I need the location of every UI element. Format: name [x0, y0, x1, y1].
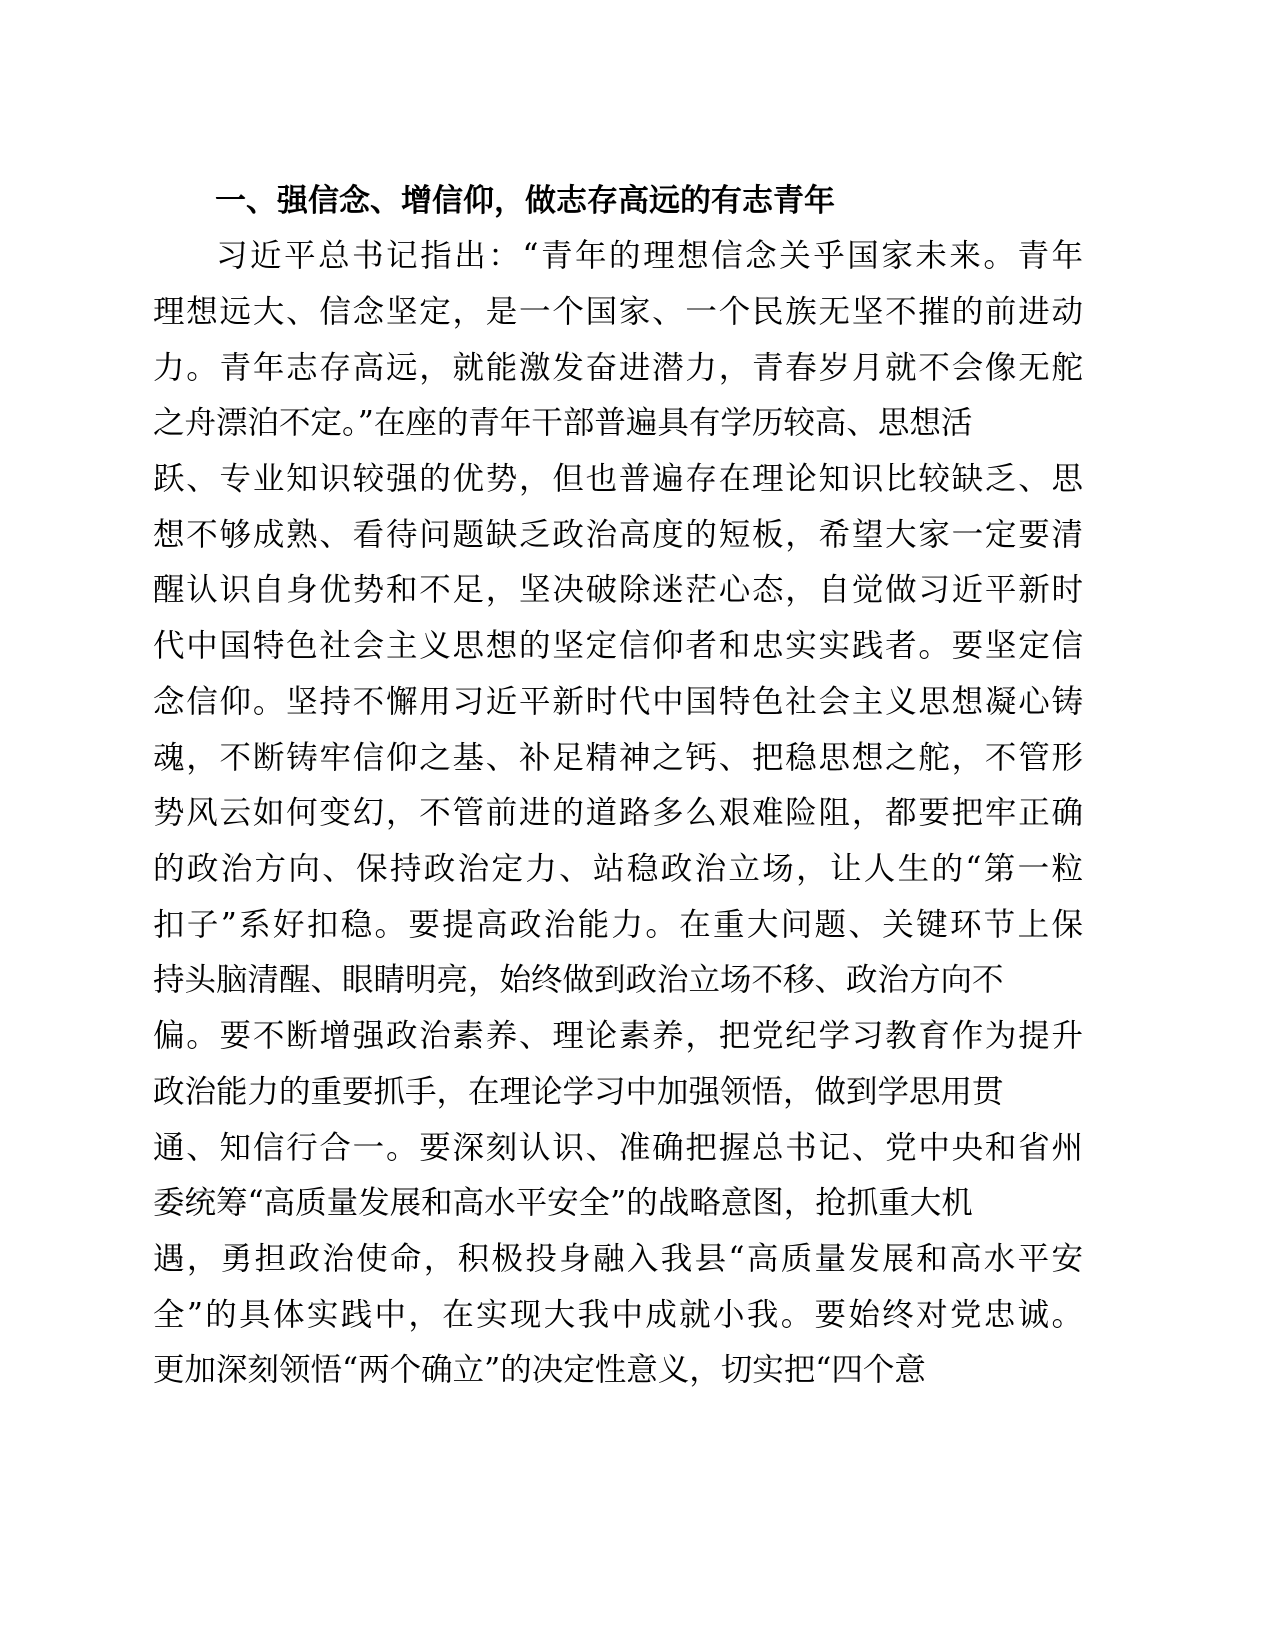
- paragraph-line: 力。青年志存高远，就能激发奋进潜力，青春岁月就不会像无舵: [153, 350, 1083, 386]
- paragraph-line: 之舟漂泊不定。”在座的青年干部普遍具有学历较高、思想活: [153, 405, 973, 441]
- paragraph-line: 更加深刻领悟“两个确立”的决定性意义，切实把“四个意: [153, 1352, 926, 1388]
- paragraph-line: 魂，不断铸牢信仰之基、补足精神之钙、把稳思想之舵，不管形: [153, 740, 1083, 776]
- paragraph-line: 代中国特色社会主义思想的坚定信仰者和忠实实践者。要坚定信: [153, 628, 1083, 664]
- paragraph-line: 通、知信行合一。要深刻认识、准确把握总书记、党中央和省州: [153, 1130, 1083, 1166]
- paragraph-line: 遇，勇担政治使命，积极投身融入我县“高质量发展和高水平安: [153, 1241, 1083, 1277]
- paragraph-line: 偏。要不断增强政治素养、理论素养，把党纪学习教育作为提升: [153, 1018, 1083, 1054]
- paragraph-line: 跃、专业知识较强的优势，但也普遍存在理论知识比较缺乏、思: [153, 461, 1083, 497]
- paragraph-line: 醒认识自身优势和不足，坚决破除迷茫心态，自觉做习近平新时: [153, 572, 1083, 608]
- paragraph-line: 持头脑清醒、眼睛明亮，始终做到政治立场不移、政治方向不: [153, 962, 1004, 998]
- paragraph-line: 念信仰。坚持不懈用习近平新时代中国特色社会主义思想凝心铸: [153, 684, 1083, 720]
- paragraph-line: 委统筹“高质量发展和高水平安全”的战略意图，抢抓重大机: [153, 1185, 973, 1221]
- paragraph-line: 势风云如何变幻，不管前进的道路多么艰难险阻，都要把牢正确: [153, 795, 1083, 831]
- paragraph-line: 扣子”系好扣稳。要提高政治能力。在重大问题、关键环节上保: [153, 907, 1083, 943]
- paragraph-line: 的政治方向、保持政治定力、站稳政治立场，让人生的“第一粒: [153, 851, 1083, 887]
- paragraph-line: 政治能力的重要抓手，在理论学习中加强领悟，做到学思用贯: [153, 1074, 1004, 1110]
- paragraph-line: 理想远大、信念坚定，是一个国家、一个民族无坚不摧的前进动: [153, 294, 1083, 330]
- paragraph-line: 习近平总书记指出：“青年的理想信念关乎国家未来。青年: [216, 238, 1083, 274]
- section-heading: 一、强信念、增信仰，做志存高远的有志青年: [215, 183, 835, 219]
- paragraph-line: 全”的具体实践中，在实现大我中成就小我。要始终对党忠诚。: [153, 1297, 1083, 1333]
- paragraph-line: 想不够成熟、看待问题缺乏政治高度的短板，希望大家一定要清: [153, 517, 1083, 553]
